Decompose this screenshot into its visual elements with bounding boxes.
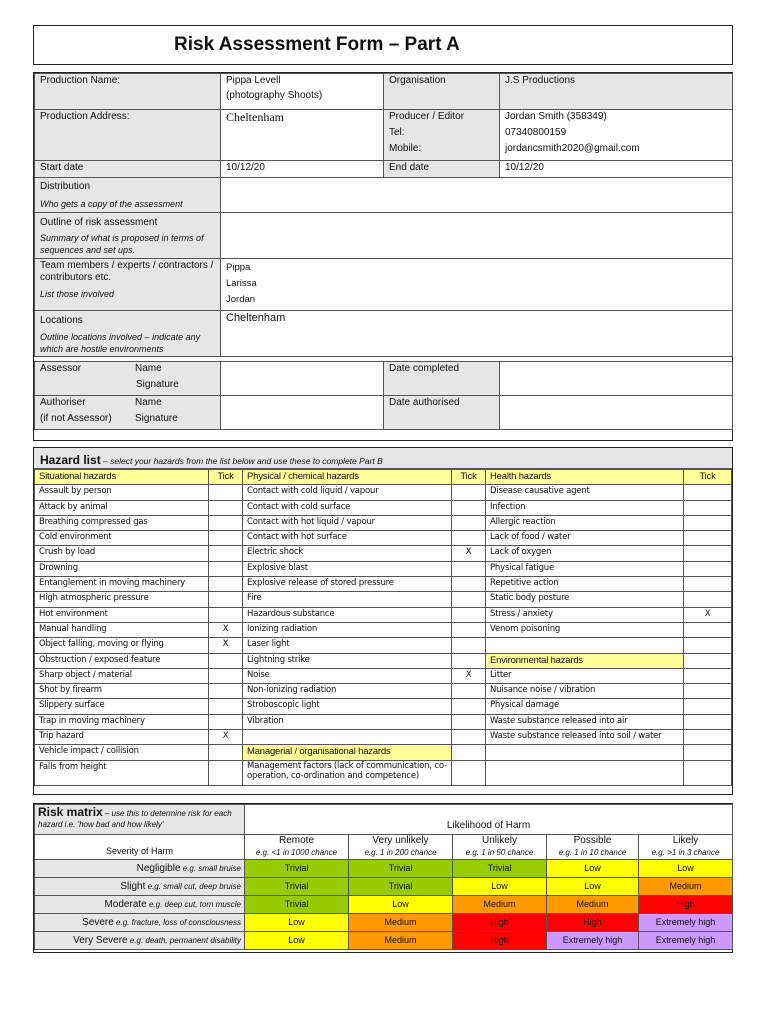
health-hazard: Nuisance noise / vibration (486, 684, 684, 699)
physical-hazard: Lightning strike (243, 653, 452, 668)
tick-cell[interactable] (684, 730, 732, 745)
authoriser-label: Authoriser (40, 397, 86, 408)
severity-label: Severity of Harm (35, 835, 245, 860)
risk-cell: High (453, 914, 547, 932)
risk-cell: Medium (453, 896, 547, 914)
outline-value[interactable] (221, 213, 733, 259)
distribution-hint: Who gets a copy of the assessment (40, 199, 183, 209)
tel-label: Tel: (389, 127, 405, 138)
tick-cell[interactable] (684, 622, 732, 637)
tick-cell[interactable] (452, 638, 486, 653)
hazard-body (35, 470, 732, 786)
tick-cell[interactable] (209, 714, 243, 729)
tick-cell[interactable] (209, 653, 243, 668)
tick-cell[interactable] (209, 607, 243, 622)
risk-matrix (33, 803, 733, 953)
risk-row (35, 860, 733, 878)
likelihood-column (639, 835, 733, 860)
hazard-row (35, 515, 732, 530)
production-details (33, 72, 733, 441)
risk-cell: Trivial (245, 878, 349, 896)
health-hazard: Stress / anxiety (486, 607, 684, 622)
health-hazard: Infection (486, 500, 684, 515)
likelihood-hint: e.g. 1 in 50 chance (465, 848, 534, 857)
health-hazard: Physical fatigue (486, 561, 684, 576)
physical-hazard: Contact with hot liquid / vapour (243, 515, 452, 530)
tick-cell[interactable] (452, 745, 486, 760)
date-authorised-value[interactable] (500, 396, 733, 430)
tick-cell[interactable]: X (452, 668, 486, 683)
hazard-row (35, 653, 732, 668)
likelihood-label: Likelihood of Harm (245, 805, 733, 835)
situational-hazard: Sharp object / material (35, 668, 209, 683)
tick-cell[interactable] (209, 500, 243, 515)
physical-hazard: Laser light (243, 638, 452, 653)
risk-cell: Low (547, 878, 639, 896)
producer-values[interactable] (500, 110, 733, 161)
risk-body (35, 835, 733, 950)
start-date-value[interactable]: 10/12/20 (221, 161, 384, 178)
managerial-head: Managerial / organisational hazards (243, 745, 452, 760)
organisation-label: Organisation (384, 74, 500, 110)
risk-cell: Trivial (453, 860, 547, 878)
hazard-table (34, 469, 732, 786)
production-name-line1: Pippa Levell (226, 75, 281, 86)
tick-cell[interactable] (209, 745, 243, 760)
situational-hazard: Trip hazard (35, 730, 209, 745)
health-hazard: Lack of food / water (486, 531, 684, 546)
risk-cell: High (453, 932, 547, 950)
start-date-label: Start date (35, 161, 221, 178)
risk-cell: Extremely high (547, 932, 639, 950)
risk-cell: Trivial (349, 878, 453, 896)
likelihood-name: Remote (278, 835, 314, 846)
physical-hazard: Noise (243, 668, 452, 683)
team-member: Jordan (226, 294, 256, 305)
producer-labels (384, 110, 500, 161)
tick-cell[interactable] (209, 760, 243, 785)
physical-head: Physical / chemical hazards (243, 470, 452, 485)
severity-hint: e.g. small bruise (180, 864, 241, 873)
tick-cell[interactable]: X (209, 730, 243, 745)
locations-value[interactable]: Cheltenham (221, 311, 733, 357)
tick-cell[interactable] (684, 638, 732, 653)
severity-row-label (35, 932, 245, 950)
risk-cell: Low (639, 860, 733, 878)
risk-head-row (35, 835, 733, 860)
tel-value: 07340800159 (505, 127, 567, 138)
risk-row (35, 914, 733, 932)
hazard-list-header (34, 448, 732, 469)
severity-hint: e.g. death, permanent disability (127, 936, 241, 945)
risk-cell: Low (245, 914, 349, 932)
tick-cell[interactable] (684, 668, 732, 683)
tick-cell[interactable] (684, 684, 732, 699)
organisation-value[interactable]: J.S Productions (500, 74, 733, 110)
severity-hint: e.g. deep cut, torn muscle (146, 900, 241, 909)
team-label: Team members / experts / contractors / contributors etc. (40, 260, 214, 283)
team-member: Larissa (226, 278, 257, 289)
tick-cell[interactable] (452, 714, 486, 729)
situational-hazard: Object falling, moving or flying (35, 638, 209, 653)
risk-row (35, 932, 733, 950)
tick-cell[interactable] (209, 699, 243, 714)
environmental-head: Environmental hazards (486, 653, 684, 668)
production-name-line2: (photography Shoots) (226, 90, 323, 101)
tick-cell[interactable] (684, 485, 732, 500)
risk-table (34, 804, 733, 950)
risk-matrix-title-cell (35, 805, 245, 835)
likelihood-name: Very unlikely (372, 835, 429, 846)
tick-cell[interactable] (209, 485, 243, 500)
risk-cell: Trivial (245, 860, 349, 878)
title-box (33, 25, 733, 65)
likelihood-column (547, 835, 639, 860)
physical-hazard: Explosive blast (243, 561, 452, 576)
hazard-row (35, 485, 732, 500)
hazard-row (35, 500, 732, 515)
team-member: Pippa (226, 262, 251, 273)
distribution-label: Distribution (40, 181, 91, 192)
tick-cell[interactable]: X (684, 607, 732, 622)
health-hazard: Static body posture (486, 592, 684, 607)
situational-hazard: Drowning (35, 561, 209, 576)
situational-hazard: Vehicle impact / collision (35, 745, 209, 760)
locations-label: Locations (40, 315, 83, 326)
tick-cell[interactable] (452, 577, 486, 592)
hazard-row (35, 760, 732, 785)
team-value[interactable] (221, 259, 733, 311)
page-title: Risk Assessment Form – Part A (174, 34, 460, 55)
physical-hazard: Electric shock (243, 546, 452, 561)
tick-cell[interactable] (452, 730, 486, 745)
severity-hint: e.g. small cut, deep bruise (145, 882, 241, 891)
tick-cell[interactable] (684, 714, 732, 729)
likelihood-name: Likely (672, 835, 699, 846)
situational-hazard: High atmospheric pressure (35, 592, 209, 607)
hazard-row (35, 684, 732, 699)
hazard-row (35, 638, 732, 653)
physical-hazard: Fire (243, 592, 452, 607)
tick-cell[interactable] (684, 561, 732, 576)
tick-cell[interactable] (452, 607, 486, 622)
assessor-value[interactable] (221, 362, 384, 396)
situational-hazard: Crush by load (35, 546, 209, 561)
end-date-value[interactable]: 10/12/20 (500, 161, 733, 178)
health-hazard: Litter (486, 668, 684, 683)
severity-name: Very Severe (73, 935, 128, 946)
severity-row-label (35, 878, 245, 896)
locations-hint: Outline locations involved – indicate any which are hostile environments (40, 332, 201, 354)
tick-cell[interactable] (452, 592, 486, 607)
severity-row-label (35, 860, 245, 878)
tick-cell[interactable] (452, 699, 486, 714)
health-hazard: Waste substance released into soil / water (486, 730, 684, 745)
risk-row (35, 896, 733, 914)
risk-cell: Medium (639, 878, 733, 896)
likelihood-name: Possible (573, 835, 612, 846)
authoriser-signature-label: Signature (135, 413, 178, 424)
tick-cell[interactable] (209, 592, 243, 607)
tick-cell[interactable] (452, 485, 486, 500)
severity-row-label (35, 914, 245, 932)
date-completed-value[interactable] (500, 362, 733, 396)
likelihood-hint: e.g. 1 in 200 chance (364, 848, 437, 857)
risk-cell: Extremely high (639, 932, 733, 950)
likelihood-column (245, 835, 349, 860)
situational-hazard: Obstruction / exposed feature (35, 653, 209, 668)
health-hazard: Lack of oxygen (486, 546, 684, 561)
authoriser-value[interactable] (221, 396, 384, 430)
health-head: Health hazards (486, 470, 684, 485)
hazard-row (35, 730, 732, 745)
address-label: Production Address: (35, 110, 221, 161)
outline-label: Outline of risk assessment (40, 217, 158, 228)
health-hazard: Waste substance released into air (486, 714, 684, 729)
tick-cell[interactable] (209, 531, 243, 546)
physical-hazard: Management factors (lack of communication, co-operation, co-ordination and competence) (243, 760, 452, 785)
hazard-row (35, 745, 732, 760)
tick-cell[interactable] (684, 500, 732, 515)
risk-row (35, 878, 733, 896)
risk-cell: Medium (547, 896, 639, 914)
address-value[interactable]: Cheltenham (221, 110, 384, 161)
situational-hazard: Shot by firearm (35, 684, 209, 699)
situational-hazard: Cold environment (35, 531, 209, 546)
tick-cell[interactable] (452, 760, 486, 785)
health-hazard (486, 638, 684, 653)
tick-cell[interactable]: X (209, 638, 243, 653)
tick-cell[interactable] (452, 531, 486, 546)
risk-cell: Trivial (245, 896, 349, 914)
health-hazard: Allergic reaction (486, 515, 684, 530)
assessor-signature-label: Signature (136, 379, 179, 390)
tick-head: Tick (209, 470, 243, 485)
health-hazard: Repetitive action (486, 577, 684, 592)
team-hint: List those involved (40, 289, 115, 299)
production-name-label: Production Name: (35, 74, 221, 110)
likelihood-hint: e.g. >1 in 3 chance (651, 848, 720, 857)
hazard-row (35, 577, 732, 592)
physical-hazard: Contact with cold liquid / vapour (243, 485, 452, 500)
hazard-list-subtitle: – select your hazards from the list below and use these to complete Part B (100, 456, 383, 466)
risk-cell: Medium (349, 932, 453, 950)
producer-value: Jordan Smith (358349) (505, 111, 607, 122)
hazard-list-title: Hazard list (40, 453, 101, 467)
tick-cell[interactable] (684, 515, 732, 530)
date-authorised-label: Date authorised (384, 396, 500, 430)
severity-hint: e.g. fracture, loss of consciousness (113, 918, 241, 927)
tick-head: Tick (684, 470, 732, 485)
physical-hazard: Contact with hot surface (243, 531, 452, 546)
risk-cell: Low (547, 860, 639, 878)
hazard-list (33, 447, 733, 795)
distribution-value[interactable] (221, 178, 733, 213)
physical-hazard: Hazardous substance (243, 607, 452, 622)
risk-cell: High (547, 914, 639, 932)
situational-hazard: Slippery surface (35, 699, 209, 714)
end-date-label: End date (384, 161, 500, 178)
tick-cell[interactable] (684, 577, 732, 592)
outline-hint: Summary of what is proposed in terms of sequences and set ups. (40, 233, 204, 255)
hazard-row (35, 607, 732, 622)
physical-hazard: Ionizing radiation (243, 622, 452, 637)
risk-cell: Low (245, 932, 349, 950)
situational-hazard: Trap in moving machinery (35, 714, 209, 729)
mobile-value: jordancsmith2020@gmail.com (505, 143, 640, 154)
situational-head: Situational hazards (35, 470, 209, 485)
health-hazard: Venom poisoning (486, 622, 684, 637)
risk-cell: Extremely high (639, 914, 733, 932)
likelihood-name: Unlikely (481, 835, 517, 846)
risk-cell: High (639, 896, 733, 914)
likelihood-column (453, 835, 547, 860)
hazard-row (35, 622, 732, 637)
hazard-row (35, 546, 732, 561)
risk-cell: Medium (349, 914, 453, 932)
tick-cell[interactable]: X (452, 546, 486, 561)
tick-cell[interactable] (209, 684, 243, 699)
hazard-row (35, 531, 732, 546)
details-table (34, 73, 733, 430)
tick-head: Tick (452, 470, 486, 485)
locations-label-cell (35, 311, 221, 357)
hazard-row (35, 561, 732, 576)
likelihood-column (349, 835, 453, 860)
hazard-row (35, 714, 732, 729)
tick-cell[interactable] (209, 577, 243, 592)
authoriser-row2 (40, 413, 215, 425)
situational-hazard: Attack by animal (35, 500, 209, 515)
not-assessor-label: (if not Assessor) (40, 413, 112, 424)
authoriser-label-cell (35, 396, 221, 430)
hazard-row (35, 592, 732, 607)
risk-cell: Low (349, 896, 453, 914)
tick-cell[interactable] (684, 531, 732, 546)
assessor-label: Assessor (40, 363, 82, 374)
outline-label-cell (35, 213, 221, 259)
tick-cell[interactable] (209, 668, 243, 683)
situational-hazard: Entanglement in moving machinery (35, 577, 209, 592)
health-hazard: Disease causative agent (486, 485, 684, 500)
team-label-cell (35, 259, 221, 311)
situational-hazard: Hot environment (35, 607, 209, 622)
likelihood-hint: e.g. <1 in 1000 chance (255, 848, 338, 857)
production-name-value[interactable] (221, 74, 384, 110)
producer-label: Producer / Editor (389, 111, 465, 122)
severity-name: Slight (120, 881, 146, 892)
likelihood-hint: e.g. 1 in 10 chance (558, 848, 627, 857)
tick-cell[interactable] (684, 546, 732, 561)
tick-cell[interactable] (209, 546, 243, 561)
physical-hazard: Non-ionizing radiation (243, 684, 452, 699)
mobile-label: Mobile: (389, 143, 422, 154)
tick-cell[interactable] (684, 653, 732, 668)
date-completed-label: Date completed (384, 362, 500, 396)
physical-hazard: Vibration (243, 714, 452, 729)
tick-cell[interactable] (452, 622, 486, 637)
tick-cell[interactable] (209, 561, 243, 576)
situational-hazard: Breathing compressed gas (35, 515, 209, 530)
situational-hazard: Assault by person (35, 485, 209, 500)
tick-cell[interactable] (452, 515, 486, 530)
risk-cell: Trivial (349, 860, 453, 878)
severity-name: Negligible (136, 863, 181, 874)
tick-cell[interactable] (452, 684, 486, 699)
health-hazard (486, 745, 684, 760)
hazard-head-row (35, 470, 732, 485)
health-hazard (486, 760, 684, 785)
physical-hazard: Stroboscopic light (243, 699, 452, 714)
risk-matrix-subtitle: – use this to determine risk for each hazard i.e. 'how bad and how likely' (38, 809, 232, 829)
severity-name: Moderate (104, 899, 147, 910)
tick-cell[interactable] (209, 515, 243, 530)
hazard-row (35, 668, 732, 683)
tick-cell[interactable] (684, 760, 732, 785)
severity-row-label (35, 896, 245, 914)
physical-hazard: Explosive release of stored pressure (243, 577, 452, 592)
tick-cell[interactable]: X (209, 622, 243, 637)
tick-cell[interactable] (452, 653, 486, 668)
situational-hazard: Falls from height (35, 760, 209, 785)
tick-cell[interactable] (684, 699, 732, 714)
tick-cell[interactable] (452, 500, 486, 515)
risk-cell: Low (453, 878, 547, 896)
physical-hazard: Contact with cold surface (243, 500, 452, 515)
distribution-label-cell (35, 178, 221, 213)
situational-hazard: Manual handling (35, 622, 209, 637)
hazard-row (35, 699, 732, 714)
tick-cell[interactable] (684, 592, 732, 607)
assessor-name-label: Name (135, 363, 162, 374)
tick-cell[interactable] (684, 745, 732, 760)
risk-matrix-title: Risk matrix (38, 805, 103, 819)
physical-hazard (243, 730, 452, 745)
assessor-label-cell (35, 362, 221, 396)
severity-name: Severe (82, 917, 114, 928)
tick-cell[interactable] (452, 561, 486, 576)
health-hazard: Physical damage (486, 699, 684, 714)
authoriser-name-label: Name (135, 397, 162, 408)
